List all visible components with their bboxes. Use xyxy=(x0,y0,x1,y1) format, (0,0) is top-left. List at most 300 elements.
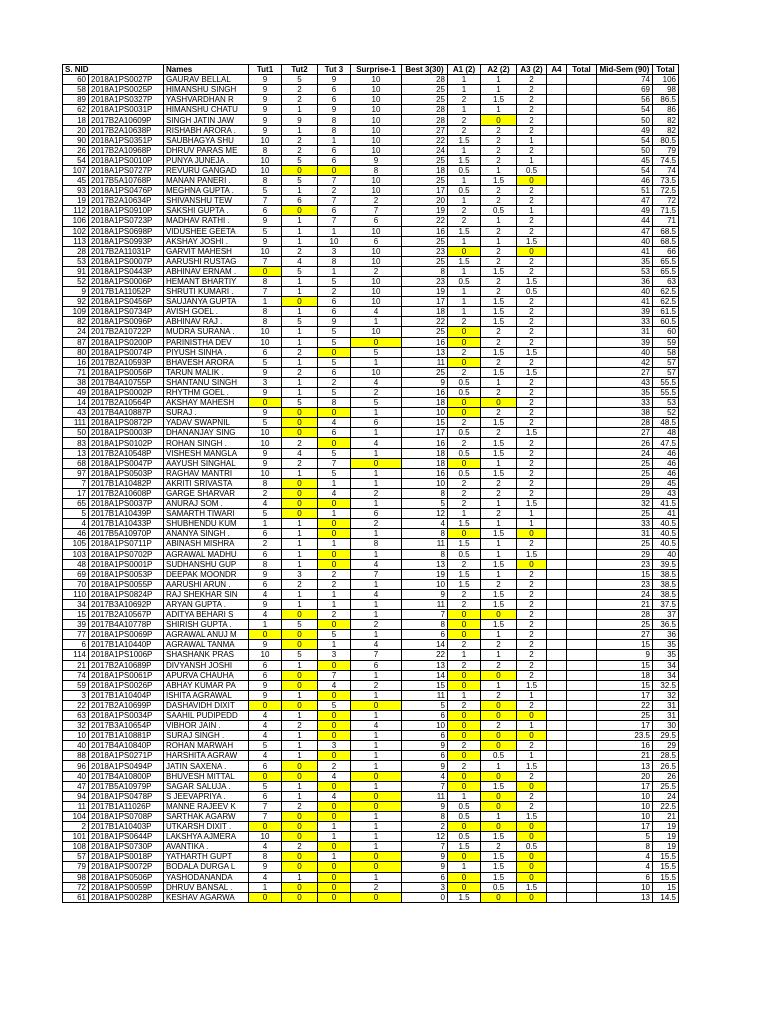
cell-total xyxy=(567,539,597,549)
cell-tut3: 1 xyxy=(318,226,351,236)
cell-tut3: 8 xyxy=(318,256,351,266)
table-row xyxy=(63,862,679,872)
cell-a1: 2 xyxy=(448,115,481,125)
cell-name: SURAJ SINGH . xyxy=(164,731,249,741)
cell-a1: 0 xyxy=(448,327,481,337)
cell-surprise1: 10 xyxy=(351,125,402,135)
cell-grand-total: 45 xyxy=(653,478,679,488)
cell-surprise1: 4 xyxy=(351,559,402,569)
cell-a1: 0 xyxy=(448,872,481,882)
table-row xyxy=(63,852,679,862)
cell-id: 2018A1PS0025P xyxy=(89,85,164,95)
cell-name: SURAJ . xyxy=(164,408,249,418)
cell-best3: 7 xyxy=(402,610,448,620)
cell-tut3: 7 xyxy=(318,216,351,226)
cell-total xyxy=(567,842,597,852)
cell-a4 xyxy=(547,176,567,186)
table-row xyxy=(63,842,679,852)
cell-sno: 5 xyxy=(63,509,89,519)
cell-a3: 0.5 xyxy=(517,287,547,297)
cell-tut3: 1 xyxy=(318,539,351,549)
cell-total xyxy=(567,256,597,266)
cell-total xyxy=(567,155,597,165)
cell-best3: 16 xyxy=(402,226,448,236)
cell-sno: 47 xyxy=(63,781,89,791)
cell-best3: 9 xyxy=(402,862,448,872)
cell-surprise1: 1 xyxy=(351,529,402,539)
cell-a3: 2 xyxy=(517,539,547,549)
cell-tut3: 6 xyxy=(318,155,351,165)
cell-tut3: 1 xyxy=(318,852,351,862)
cell-id: 2018A1PS0031P xyxy=(89,105,164,115)
cell-a3: 2 xyxy=(517,125,547,135)
cell-midsem: 49 xyxy=(597,125,653,135)
cell-tut3: 0 xyxy=(318,438,351,448)
marks-table xyxy=(62,64,679,903)
cell-sno: 43 xyxy=(63,408,89,418)
cell-best3: 14 xyxy=(402,670,448,680)
cell-id: 2017B2A10699P xyxy=(89,700,164,710)
cell-sno: 15 xyxy=(63,610,89,620)
cell-tut3: 6 xyxy=(318,428,351,438)
cell-best3: 18 xyxy=(402,398,448,408)
cell-id: 2018A1PS0002P xyxy=(89,388,164,398)
cell-id: 2017B2A10722P xyxy=(89,327,164,337)
cell-grand-total: 32 xyxy=(653,690,679,700)
cell-a4 xyxy=(547,811,567,821)
cell-tut3: 6 xyxy=(318,206,351,216)
cell-midsem: 47 xyxy=(597,226,653,236)
cell-total xyxy=(567,377,597,387)
cell-tut2: 2 xyxy=(282,458,318,468)
cell-best3: 25 xyxy=(402,367,448,377)
cell-a1: 1.5 xyxy=(448,579,481,589)
cell-tut3: 3 xyxy=(318,741,351,751)
cell-tut2: 1 xyxy=(282,125,318,135)
cell-a3: 2 xyxy=(517,448,547,458)
cell-midsem: 15 xyxy=(597,680,653,690)
cell-best3: 4 xyxy=(402,519,448,529)
cell-id: 2018A1PS0007P xyxy=(89,256,164,266)
cell-a1: 1 xyxy=(448,145,481,155)
cell-grand-total: 74 xyxy=(653,165,679,175)
cell-tut3: 0 xyxy=(318,811,351,821)
cell-id: 2018A1PS0018P xyxy=(89,852,164,862)
cell-tut1: 9 xyxy=(249,569,282,579)
cell-tut1: 2 xyxy=(249,539,282,549)
cell-a3: 1 xyxy=(517,721,547,731)
cell-grand-total: 79 xyxy=(653,145,679,155)
cell-midsem: 18 xyxy=(597,670,653,680)
cell-name: ANANYA SINGH . xyxy=(164,529,249,539)
cell-tut3: 1 xyxy=(318,509,351,519)
cell-midsem: 26 xyxy=(597,438,653,448)
cell-total xyxy=(567,165,597,175)
cell-total xyxy=(567,610,597,620)
cell-a3: 2 xyxy=(517,438,547,448)
cell-sno: 69 xyxy=(63,569,89,579)
cell-name: MUDRA SURANA . xyxy=(164,327,249,337)
cell-id: 2018A1PS0494P xyxy=(89,761,164,771)
cell-a3: 1 xyxy=(517,519,547,529)
cell-a3: 1.5 xyxy=(517,549,547,559)
cell-tut2: 2 xyxy=(282,801,318,811)
cell-a1: 2 xyxy=(448,499,481,509)
cell-sno: 32 xyxy=(63,721,89,731)
cell-a3: 2 xyxy=(517,620,547,630)
table-row xyxy=(63,337,679,347)
cell-surprise1: 2 xyxy=(351,266,402,276)
cell-sno: 98 xyxy=(63,872,89,882)
cell-midsem: 33 xyxy=(597,398,653,408)
cell-surprise1: 1 xyxy=(351,811,402,821)
cell-surprise1: 1 xyxy=(351,711,402,721)
cell-surprise1: 0 xyxy=(351,337,402,347)
cell-total xyxy=(567,630,597,640)
cell-best3: 8 xyxy=(402,529,448,539)
cell-best3: 19 xyxy=(402,287,448,297)
cell-a3: 2 xyxy=(517,700,547,710)
cell-tut1: 4 xyxy=(249,589,282,599)
cell-a3: 0 xyxy=(517,862,547,872)
cell-tut1: 4 xyxy=(249,842,282,852)
table-row xyxy=(63,468,679,478)
cell-a1: 1.5 xyxy=(448,842,481,852)
cell-id: 2018A1PS0910P xyxy=(89,206,164,216)
cell-tut2: 1 xyxy=(282,236,318,246)
cell-a1: 0 xyxy=(448,781,481,791)
cell-id: 2018A1PS0456P xyxy=(89,297,164,307)
cell-a2: 2 xyxy=(481,196,517,206)
cell-id: 2018A1PS0271P xyxy=(89,751,164,761)
cell-midsem: 29 xyxy=(597,478,653,488)
cell-a4 xyxy=(547,549,567,559)
cell-id: 2017B1A11026P xyxy=(89,801,164,811)
cell-surprise1: 10 xyxy=(351,176,402,186)
cell-tut2: 3 xyxy=(282,569,318,579)
cell-grand-total: 19 xyxy=(653,832,679,842)
cell-midsem: 39 xyxy=(597,307,653,317)
cell-a2: 0 xyxy=(481,711,517,721)
cell-a1: 2 xyxy=(448,599,481,609)
cell-tut1: 4 xyxy=(249,610,282,620)
cell-tut2: 1 xyxy=(282,388,318,398)
cell-grand-total: 38.5 xyxy=(653,569,679,579)
cell-midsem: 56 xyxy=(597,95,653,105)
cell-id: 2018A1PS1006P xyxy=(89,650,164,660)
cell-a1: 0 xyxy=(448,398,481,408)
cell-a4 xyxy=(547,408,567,418)
cell-a4 xyxy=(547,832,567,842)
cell-tut2: 5 xyxy=(282,317,318,327)
table-row xyxy=(63,176,679,186)
cell-sno: 60 xyxy=(63,75,89,85)
cell-midsem: 27 xyxy=(597,428,653,438)
cell-tut2: 2 xyxy=(282,246,318,256)
cell-midsem: 33 xyxy=(597,317,653,327)
cell-tut3: 0 xyxy=(318,892,351,902)
cell-a4 xyxy=(547,761,567,771)
cell-sno: 68 xyxy=(63,458,89,468)
cell-a3: 1.5 xyxy=(517,499,547,509)
table-row xyxy=(63,579,679,589)
cell-tut2: 1 xyxy=(282,751,318,761)
cell-tut1: 6 xyxy=(249,347,282,357)
cell-a4 xyxy=(547,196,567,206)
cell-tut1: 10 xyxy=(249,832,282,842)
cell-id: 2018A1PS0055P xyxy=(89,579,164,589)
cell-a2: 1.5 xyxy=(481,448,517,458)
cell-tut1: 6 xyxy=(249,529,282,539)
cell-a1: 1 xyxy=(448,105,481,115)
cell-a3: 2 xyxy=(517,85,547,95)
cell-midsem: 17 xyxy=(597,781,653,791)
cell-surprise1: 4 xyxy=(351,438,402,448)
cell-name: SAGAR SALUJA . xyxy=(164,781,249,791)
cell-a4 xyxy=(547,539,567,549)
cell-midsem: 4 xyxy=(597,862,653,872)
cell-sno: 103 xyxy=(63,549,89,559)
cell-id: 2018A1PS0096P xyxy=(89,317,164,327)
cell-a2: 0 xyxy=(481,801,517,811)
cell-total xyxy=(567,509,597,519)
cell-a4 xyxy=(547,398,567,408)
cell-tut3: 1 xyxy=(318,478,351,488)
cell-a3: 2 xyxy=(517,226,547,236)
cell-tut1: 5 xyxy=(249,418,282,428)
cell-best3: 16 xyxy=(402,337,448,347)
cell-tut2: 1 xyxy=(282,287,318,297)
cell-tut2: 5 xyxy=(282,620,318,630)
cell-a4 xyxy=(547,751,567,761)
cell-a1: 0 xyxy=(448,357,481,367)
cell-best3: 9 xyxy=(402,801,448,811)
cell-tut2: 0 xyxy=(282,680,318,690)
cell-name: AAYUSH SINGHAL xyxy=(164,458,249,468)
table-row xyxy=(63,882,679,892)
cell-midsem: 43 xyxy=(597,377,653,387)
cell-tut3: 6 xyxy=(318,145,351,155)
cell-tut2: 0 xyxy=(282,882,318,892)
cell-a3: 2 xyxy=(517,196,547,206)
cell-name: UTKARSH DIXIT . xyxy=(164,822,249,832)
cell-midsem: 47 xyxy=(597,196,653,206)
cell-sno: 58 xyxy=(63,85,89,95)
cell-id: 2018A1PS0443P xyxy=(89,266,164,276)
cell-total xyxy=(567,357,597,367)
cell-a3: 1.5 xyxy=(517,811,547,821)
cell-a4 xyxy=(547,862,567,872)
table-row xyxy=(63,660,679,670)
cell-a2: 2 xyxy=(481,640,517,650)
cell-tut1: 0 xyxy=(249,771,282,781)
cell-id: 2018A1PS0872P xyxy=(89,418,164,428)
cell-surprise1: 10 xyxy=(351,246,402,256)
cell-id: 2017B4A10755P xyxy=(89,377,164,387)
cell-a3: 2 xyxy=(517,741,547,751)
cell-surprise1: 2 xyxy=(351,488,402,498)
cell-best3: 18 xyxy=(402,458,448,468)
cell-midsem: 38 xyxy=(597,408,653,418)
cell-name: ABHINAV ERNAM . xyxy=(164,266,249,276)
cell-a1: 0 xyxy=(448,751,481,761)
cell-id: 2017B1A10403P xyxy=(89,822,164,832)
cell-a2: 2 xyxy=(481,842,517,852)
cell-tut2: 2 xyxy=(282,367,318,377)
col-header-surprise1: Surprise-1 xyxy=(351,65,402,75)
cell-tut1: 1 xyxy=(249,297,282,307)
cell-best3: 22 xyxy=(402,216,448,226)
cell-name: AGRAWAL ANUJ M xyxy=(164,630,249,640)
cell-a2: 1 xyxy=(481,85,517,95)
table-row xyxy=(63,700,679,710)
cell-sno: 6 xyxy=(63,640,89,650)
table-row xyxy=(63,771,679,781)
cell-sno: 97 xyxy=(63,468,89,478)
cell-sno: 57 xyxy=(63,852,89,862)
cell-surprise1: 6 xyxy=(351,418,402,428)
cell-id: 2018A1PS0824P xyxy=(89,589,164,599)
cell-best3: 0 xyxy=(402,892,448,902)
cell-midsem: 41 xyxy=(597,297,653,307)
cell-a1: 1 xyxy=(448,85,481,95)
cell-surprise1: 6 xyxy=(351,216,402,226)
cell-tut2: 0 xyxy=(282,488,318,498)
cell-total xyxy=(567,468,597,478)
cell-surprise1: 0 xyxy=(351,852,402,862)
cell-a1: 1 xyxy=(448,75,481,85)
cell-a1: 1 xyxy=(448,690,481,700)
cell-tut1: 9 xyxy=(249,458,282,468)
cell-midsem: 54 xyxy=(597,165,653,175)
cell-id: 2018A1PS0723P xyxy=(89,216,164,226)
cell-a1: 0.5 xyxy=(448,388,481,398)
cell-tut3: 6 xyxy=(318,95,351,105)
cell-sno: 38 xyxy=(63,377,89,387)
cell-a1: 2 xyxy=(448,317,481,327)
cell-id: 2017B2A10548P xyxy=(89,448,164,458)
cell-a2: 2 xyxy=(481,428,517,438)
cell-a2: 0 xyxy=(481,670,517,680)
cell-surprise1: 0 xyxy=(351,862,402,872)
cell-tut2: 0 xyxy=(282,297,318,307)
cell-name: ARYAN GUPTA . xyxy=(164,599,249,609)
cell-tut3: 5 xyxy=(318,630,351,640)
cell-a3: 2 xyxy=(517,388,547,398)
cell-grand-total: 19 xyxy=(653,842,679,852)
cell-best3: 16 xyxy=(402,468,448,478)
cell-tut3: 1 xyxy=(318,589,351,599)
cell-a2: 1.5 xyxy=(481,418,517,428)
cell-tut1: 5 xyxy=(249,357,282,367)
cell-id: 2018A1PS0047P xyxy=(89,458,164,468)
cell-total xyxy=(567,105,597,115)
cell-a3: 2 xyxy=(517,95,547,105)
cell-tut2: 1 xyxy=(282,741,318,751)
cell-surprise1: 1 xyxy=(351,690,402,700)
cell-midsem: 25 xyxy=(597,711,653,721)
cell-midsem: 10 xyxy=(597,882,653,892)
cell-tut1: 9 xyxy=(249,448,282,458)
cell-midsem: 25 xyxy=(597,539,653,549)
cell-a3: 2 xyxy=(517,398,547,408)
cell-grand-total: 60 xyxy=(653,327,679,337)
cell-sno: 52 xyxy=(63,276,89,286)
cell-a3: 0 xyxy=(517,892,547,902)
cell-tut3: 0 xyxy=(318,347,351,357)
cell-tut1: 8 xyxy=(249,176,282,186)
cell-a4 xyxy=(547,731,567,741)
cell-a4 xyxy=(547,216,567,226)
cell-a3: 0 xyxy=(517,781,547,791)
cell-grand-total: 48.5 xyxy=(653,418,679,428)
cell-surprise1: 10 xyxy=(351,276,402,286)
cell-midsem: 9 xyxy=(597,650,653,660)
cell-name: DHRUV PARAS ME xyxy=(164,145,249,155)
cell-a2: 1 xyxy=(481,811,517,821)
cell-name: DASHAVIDH DIXIT xyxy=(164,700,249,710)
table-row xyxy=(63,347,679,357)
cell-grand-total: 38.5 xyxy=(653,579,679,589)
cell-a3: 2 xyxy=(517,115,547,125)
col-header-midsem: Mid-Sem (90) xyxy=(597,65,653,75)
cell-best3: 25 xyxy=(402,155,448,165)
cell-name: S JEEVAPRIYA . xyxy=(164,791,249,801)
cell-best3: 28 xyxy=(402,115,448,125)
cell-a1: 0 xyxy=(448,680,481,690)
cell-tut1: 4 xyxy=(249,731,282,741)
cell-a4 xyxy=(547,135,567,145)
cell-name: AGRAWAL MADHU xyxy=(164,549,249,559)
cell-a4 xyxy=(547,347,567,357)
cell-midsem: 45 xyxy=(597,155,653,165)
cell-sno: 102 xyxy=(63,226,89,236)
cell-a2: 0.5 xyxy=(481,206,517,216)
cell-id: 2018A1PS0026P xyxy=(89,680,164,690)
cell-tut1: 6 xyxy=(249,549,282,559)
cell-total xyxy=(567,499,597,509)
cell-tut3: 3 xyxy=(318,650,351,660)
cell-a2: 0 xyxy=(481,731,517,741)
cell-id: 2017B2A10689P xyxy=(89,660,164,670)
cell-sno: 88 xyxy=(63,751,89,761)
cell-a3: 2 xyxy=(517,458,547,468)
cell-a1: 1 xyxy=(448,650,481,660)
cell-id: 2018A1PS0503P xyxy=(89,468,164,478)
cell-best3: 15 xyxy=(402,680,448,690)
cell-a3: 2 xyxy=(517,640,547,650)
cell-tut1: 10 xyxy=(249,438,282,448)
cell-tut3: 4 xyxy=(318,488,351,498)
cell-best3: 12 xyxy=(402,832,448,842)
cell-id: 2017B1A10404P xyxy=(89,690,164,700)
cell-total xyxy=(567,852,597,862)
cell-id: 2018A1PS0056P xyxy=(89,367,164,377)
cell-a4 xyxy=(547,367,567,377)
cell-id: 2018A1PS0001P xyxy=(89,559,164,569)
table-row xyxy=(63,892,679,902)
cell-surprise1: 10 xyxy=(351,145,402,155)
cell-tut3: 8 xyxy=(318,398,351,408)
cell-sno: 70 xyxy=(63,579,89,589)
cell-id: 2017B2A10609P xyxy=(89,115,164,125)
cell-total xyxy=(567,832,597,842)
cell-total xyxy=(567,700,597,710)
cell-surprise1: 0 xyxy=(351,700,402,710)
cell-a4 xyxy=(547,85,567,95)
cell-name: DEEPAK MOONDR xyxy=(164,569,249,579)
cell-a3: 2 xyxy=(517,266,547,276)
